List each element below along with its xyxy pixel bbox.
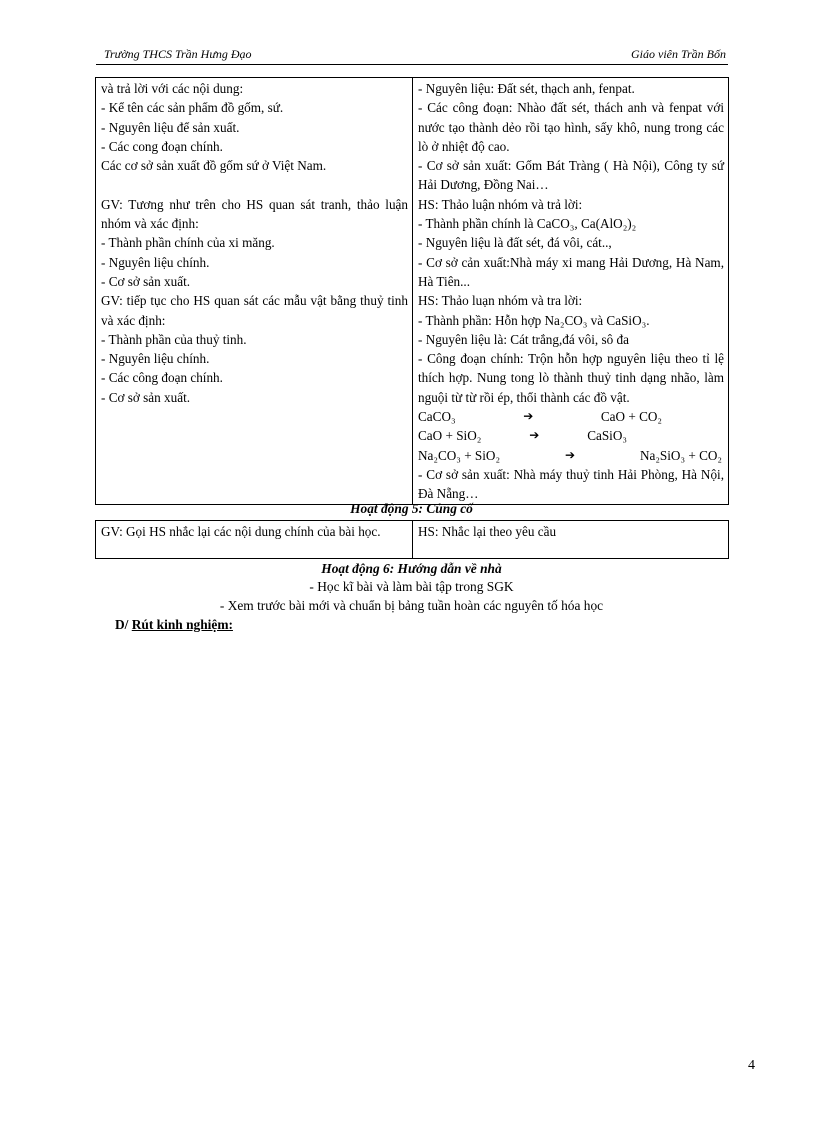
list-item: GV: tiếp tục cho HS quan sát các mẫu vật bằng thuỷ tinh và xác định: (101, 293, 408, 328)
list-item: - Công đoạn chính: Trộn hỗn hợp nguyên liệu theo tỉ lệ thích hợp. Nung tong lò thành thuỷ tinh dạng nhão, làm nguội từ từ rồi ép, thổi thành các đồ vật. (418, 351, 724, 405)
lesson-table (95, 77, 729, 505)
equation-products: Na₂SiO₃ + CO₂ (639, 447, 722, 463)
section-d-label: Rút kinh nghiệm: (131, 617, 233, 632)
list-item: - Nguyên liệu để sản xuất. (101, 119, 240, 135)
section-d-heading (115, 617, 233, 633)
list-item: GV: Tương như trên cho HS quan sát tranh, thảo luận nhóm và xác định: (101, 196, 408, 232)
equation-reactants: CaO + SiO₂ (418, 428, 482, 444)
list-item: - Cơ sở sản xuất. (101, 389, 191, 405)
list-item: - Cơ sở sản xuất: Gốm Bát Tràng ( Hà Nội), Công ty sứ Hải Dương, Đồng Nai… (418, 158, 724, 193)
list-item: - Nguyên liệu chính. (101, 254, 210, 270)
list-item: và trả lời với các nội dung: (101, 81, 244, 96)
reaction-arrow-icon: ➔ (523, 409, 534, 424)
list-item: - Các công đoạn: Nhào đất sét, thách anh và fenpat với nước tạo thành dẻo rồi tạo hình, sấy khô, nung trong các lò ở nhiệt độ cao. (418, 100, 724, 154)
teacher-review-cell: GV: Gọi HS nhắc lại các nội dung chính của bài học. (96, 521, 413, 559)
equation-reactants: CaCO₃ (418, 409, 456, 425)
activity5-title: Hoạt động 5: Củng cố (350, 501, 473, 516)
list-item: - Cơ sở sản xuất: Nhà máy thuỷ tinh Hải Phòng, Hà Nội, Đà Nẵng… (418, 466, 724, 502)
table-row (96, 78, 729, 505)
student-review-cell: HS: Nhắc lại theo yêu cầu (413, 521, 729, 559)
teacher-name: Giáo viên Trần Bốn (631, 47, 726, 61)
list-item: - Nguyên liệu chính. (101, 351, 210, 367)
review-table (95, 520, 729, 559)
list-item: - Cơ sở sản xuất. (101, 273, 191, 289)
list-item: HS: Thảo luạn nhóm và tra lời: (418, 293, 583, 309)
list-item: - Kể tên các sản phẩm đồ gốm, sứ. (101, 100, 284, 116)
section-d-prefix: D/ (115, 617, 132, 632)
chemical-equation (418, 446, 724, 465)
list-item: - Các cong đoạn chính. (101, 138, 223, 154)
list-item: - Thành phần chính là CaCO₃, Ca(AlO₂)₂ (418, 216, 637, 232)
teacher-activities-cell (96, 78, 413, 505)
school-name: Trường THCS Trần Hưng Đạo (104, 47, 252, 61)
list-item: - Nguyên liệu: Đất sét, thạch anh, fenpat. (418, 81, 635, 96)
homework-line: - Xem trước bài mới và chuẩn bị bảng tuần hoàn các nguyên tố hóa học (219, 598, 604, 613)
list-item: - Nguyên liệu là đất sét, đá vôi, cát.., (418, 235, 612, 251)
page-number: 4 (748, 1058, 755, 1073)
student-activities-cell (413, 78, 729, 505)
activity6-title: Hoạt động 6: Hướng dẫn về nhà (321, 561, 502, 576)
list-item: - Thành phần chính của xi măng. (101, 235, 275, 251)
list-item: HS: Thảo luận nhóm và trả lời: (418, 196, 583, 212)
list-item: - Cơ sở cản xuất:Nhà máy xi mang Hải Dương, Hà Nam, Hà Tiên... (418, 254, 724, 289)
page-header (96, 46, 728, 65)
equation-products: CaSiO₃ (587, 428, 627, 444)
blank-line (101, 175, 408, 194)
list-item: - Thành phần: Hỗn hợp Na₂CO₃ và CaSiO₃. (418, 312, 650, 328)
equation-products: CaO + CO₂ (600, 409, 662, 425)
list-item: Các cơ sở sản xuất đồ gốm sứ ở Việt Nam. (101, 158, 327, 174)
homework-line: - Học kĩ bài và làm bài tập trong SGK (309, 579, 514, 594)
list-item: - Các công đoạn chính. (101, 370, 223, 386)
reaction-arrow-icon: ➔ (529, 428, 540, 443)
list-item: - Nguyên liệu là: Cát trắng,đá vôi, sô đa (418, 331, 629, 347)
table-row (96, 521, 729, 559)
equation-reactants: Na₂CO₃ + SiO₂ (418, 447, 501, 463)
list-item: - Thành phần của thuỷ tinh. (101, 331, 247, 347)
chemical-equation (418, 407, 724, 426)
reaction-arrow-icon: ➔ (564, 447, 576, 462)
chemical-equation (418, 426, 724, 445)
